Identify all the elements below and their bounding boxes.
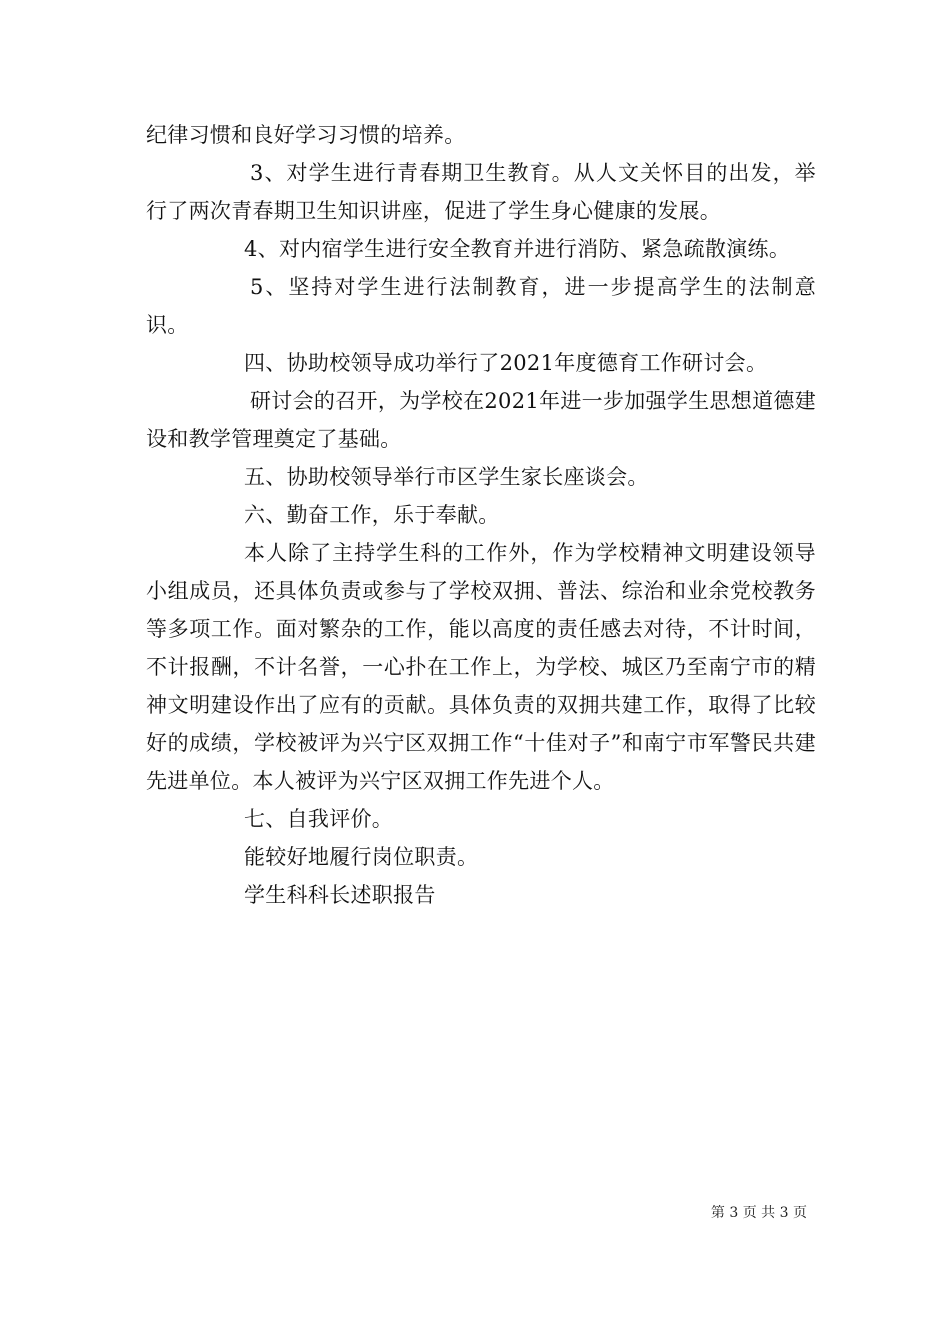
paragraph-6: 研讨会的召开，为学校在2021年进一步加强学生思想道德建设和教学管理奠定了基础。 [146,389,816,451]
paragraph-9: 本人除了主持学生科的工作外，作为学校精神文明建设领导小组成员，还具体负责或参与了学校双拥、普法、综治和业余党校教务等多项工作。面对繁杂的工作，能以高度的责任感去对待，不计时间，不计报酬，不计名誉，一心扑在工作上，为学校、城区乃至南宁市的精神文明建设作出了应有的贡献。具体负责的双拥共建工作，取得了比较好的成绩，学校被评为兴宁区双拥工作“十佳对子”和南宁市军警民共建先进单位。本人被评为兴宁区双拥工作先进个人。 [146,541,816,793]
paragraph-5: 四、协助校领导成功举行了2021年度德育工作研讨会。 [244,351,768,375]
paragraph-4: 5、坚持对学生进行法制教育，进一步提高学生的法制意识。 [146,275,816,337]
page-number-footer: 第 3 页 共 3 页 [710,1205,807,1221]
paragraph-3: 4、对内宿学生进行安全教育并进行消防、紧急疏散演练。 [244,237,791,261]
document-body [146,116,816,914]
paragraph-1: 纪律习惯和良好学习习惯的培养。 [146,123,466,147]
paragraph-10: 七、自我评价。 [244,807,394,831]
paragraph-2: 3、对学生进行青春期卫生教育。从人文关怀目的出发，举行了两次青春期卫生知识讲座，促进了学生身心健康的发展。 [146,161,816,223]
paragraph-11: 能较好地履行岗位职责。 [244,845,479,869]
paragraph-12: 学生科科长述职报告 [244,883,436,907]
paragraph-8: 六、勤奋工作，乐于奉献。 [244,503,500,527]
paragraph-7: 五、协助校领导举行市区学生家长座谈会。 [244,465,649,489]
